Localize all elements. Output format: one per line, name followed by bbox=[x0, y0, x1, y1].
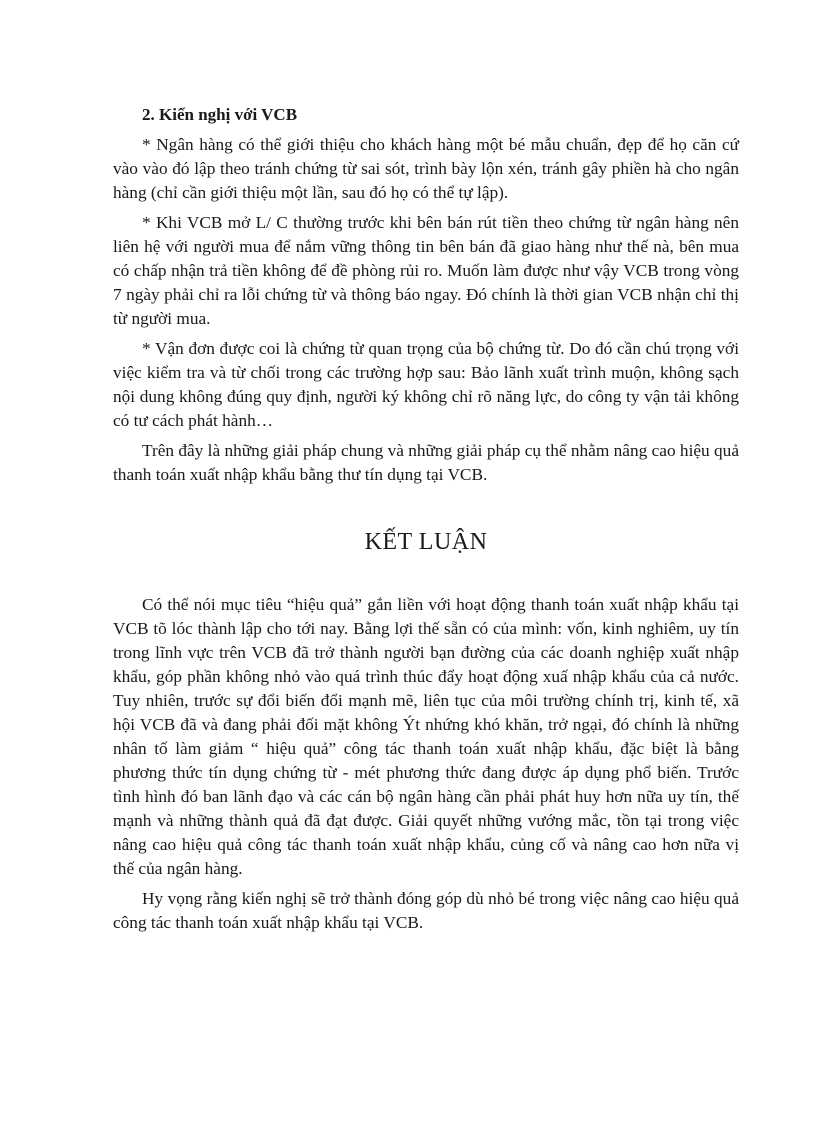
conclusion-title: KẾT LUẬN bbox=[364, 529, 488, 555]
paragraph-lc-contact: * Khi VCB mở L/ C thường trước khi bên bán rút tiền theo chứng từ ngân hàng nên liên hệ với người mua để nắm vững thông tin bên bán đã giao hàng như thế nà, bên mua có chấp nhận trả tiền không để đề phòng rủi ro. Muốn làm được như vậy VCB trong vòng 7 ngày phải chỉ ra lỗi chứng từ và thông báo ngay. Đó chính là thời gian VCB nhận chỉ thị từ người mua. bbox=[113, 213, 739, 328]
section-heading: 2. Kiến nghị với VCB bbox=[142, 105, 298, 124]
document-page bbox=[113, 103, 739, 935]
paragraph-summary: Trên đây là những giải pháp chung và những giải pháp cụ thể nhằm nâng cao hiệu quả thanh toán xuất nhập khẩu bằng thư tín dụng tại VCB. bbox=[113, 441, 739, 484]
paragraph-bill-of-lading: * Vận đơn được coi là chứng từ quan trọng của bộ chứng từ. Do đó cần chú trọng với việc kiểm tra và từ chối trong các trường hợp sau: Bảo lãnh xuất trình muộn, không sạch nội dung không đúng quy định, người ký không chỉ rõ năng lực, do công ty vận tải không có tư cách phát hành… bbox=[113, 339, 739, 430]
paragraph-conclusion-main: Có thể nói mục tiêu “hiệu quả” gắn liền với hoạt động thanh toán xuất nhập khẩu tại VCB tõ lóc thành lập cho tới nay. Bằng lợi thế sẵn có của mình: vốn, kinh nghiêm, uy tín trong lĩnh vực trên VCB đã trở thành người bạn đường của các doanh nghiệp xuất nhập khẩu, góp phần không nhỏ vào quá trình thúc đẩy hoạt động xuấ nhập khẩu của cả nước. Tuy nhiên, trước sự đổi biến đổi mạnh mẽ, liên tục của môi trường chính trị, kinh tế, xã hội VCB đã và đang phải đối mặt không Ýt nhứng khó khăn, trở ngại, đó chính là những nhân tố làm giảm “ hiệu quả” công tác thanh toán xuất nhập khẩu, đặc biệt là bằng phương thức tín dụng chứng từ - mét phương thức đang được áp dụng phổ biến. Trước tình hình đó ban lãnh đạo và các cán bộ ngân hàng cần phải phát huy hơn nữa uy tín, thế mạnh và những thành quả đã đạt được. Giải quyết những vướng mắc, tồn tại trong việc nâng cao hiệu quả công tác thanh toán xuất nhập khẩu, củng cố và nâng cao hơn nữa vị thế của ngân hàng. bbox=[113, 595, 739, 878]
paragraph-sample-form: * Ngân hàng có thể giới thiệu cho khách hàng một bé mẫu chuẩn, đẹp để họ căn cứ vào vào đó lập theo tránh chứng từ sai sót, trình bày lộn xén, tránh gây phiền hà cho ngân hàng (chỉ cần giới thiệu một lần, sau đó họ có thể tự lập). bbox=[113, 135, 739, 202]
paragraph-conclusion-hope: Hy vọng rằng kiến nghị sẽ trở thành đóng góp dù nhỏ bé trong việc nâng cao hiệu quả công tác thanh toán xuất nhập khẩu tại VCB. bbox=[113, 889, 739, 932]
